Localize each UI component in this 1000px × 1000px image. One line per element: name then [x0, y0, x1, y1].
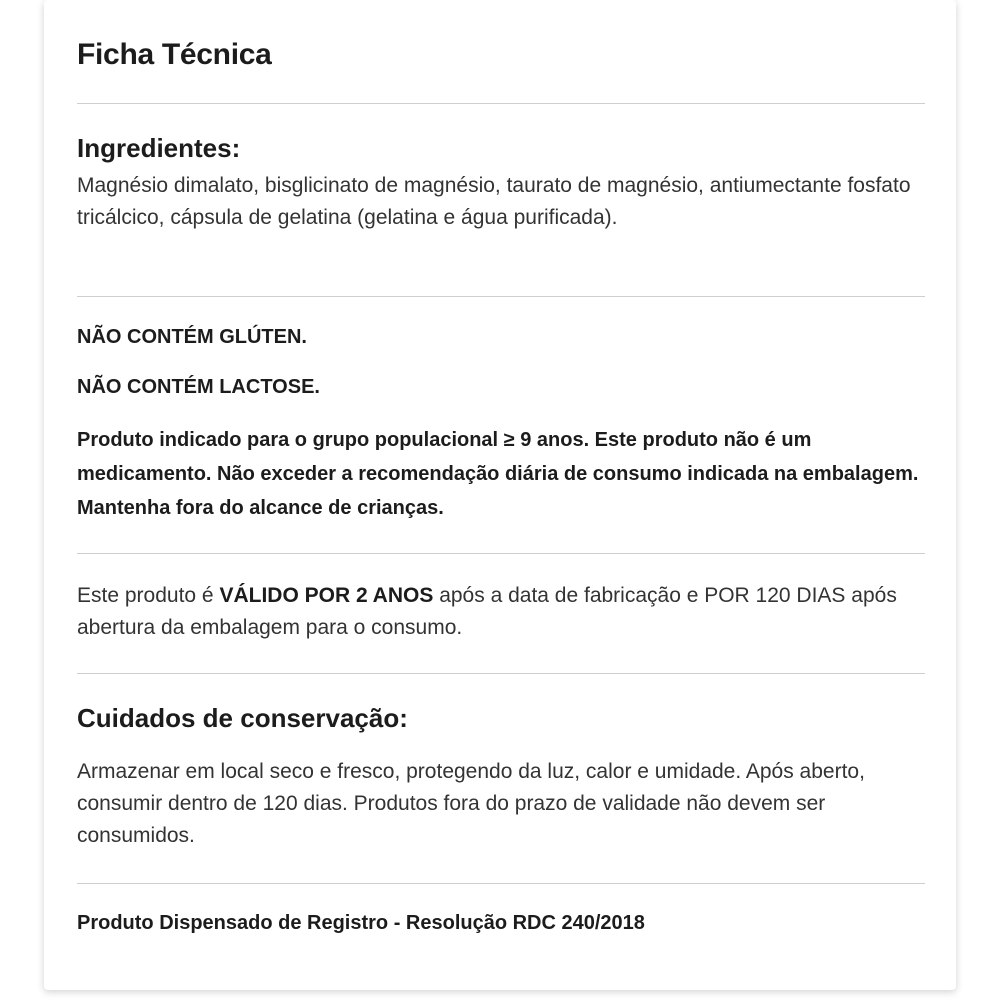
validity-text [77, 580, 925, 644]
divider [77, 296, 925, 297]
validity-prefix: Este produto é [77, 584, 220, 607]
divider [77, 673, 925, 674]
ingredients-heading: Ingredientes: [77, 133, 241, 163]
conservation-heading: Cuidados de conservação: [77, 703, 408, 733]
technical-sheet-card [44, 0, 956, 990]
validity-suffix: após a data de fabricação e POR 120 DIAS após abertura da embalagem para o consumo. [77, 584, 897, 639]
divider [77, 553, 925, 554]
divider [77, 883, 925, 884]
ingredients-text: Magnésio dimalato, bisglicinato de magnésio, taurato de magnésio, antiumectante fosfato tricálcico, cápsula de gelatina (gelatina e água purificada). [77, 174, 911, 229]
gluten-notice: NÃO CONTÉM GLÚTEN. [77, 326, 307, 348]
conservation-text: Armazenar em local seco e fresco, protegendo da luz, calor e umidade. Após aberto, consumir dentro de 120 dias. Produtos fora do prazo de validade não devem ser consumidos. [77, 760, 865, 847]
lactose-notice: NÃO CONTÉM LACTOSE. [77, 376, 320, 398]
registration-note: Produto Dispensado de Registro - Resolução RDC 240/2018 [77, 912, 645, 934]
divider [77, 103, 925, 104]
page-title: Ficha Técnica [77, 38, 272, 71]
validity-highlight: VÁLIDO POR 2 ANOS [219, 584, 434, 607]
warning-notice: Produto indicado para o grupo populacional ≥ 9 anos. Este produto não é um medicamento. Não exceder a recomendação diária de consumo indicada na embalagem. Mantenha fora do alcance de crianças. [77, 429, 919, 519]
